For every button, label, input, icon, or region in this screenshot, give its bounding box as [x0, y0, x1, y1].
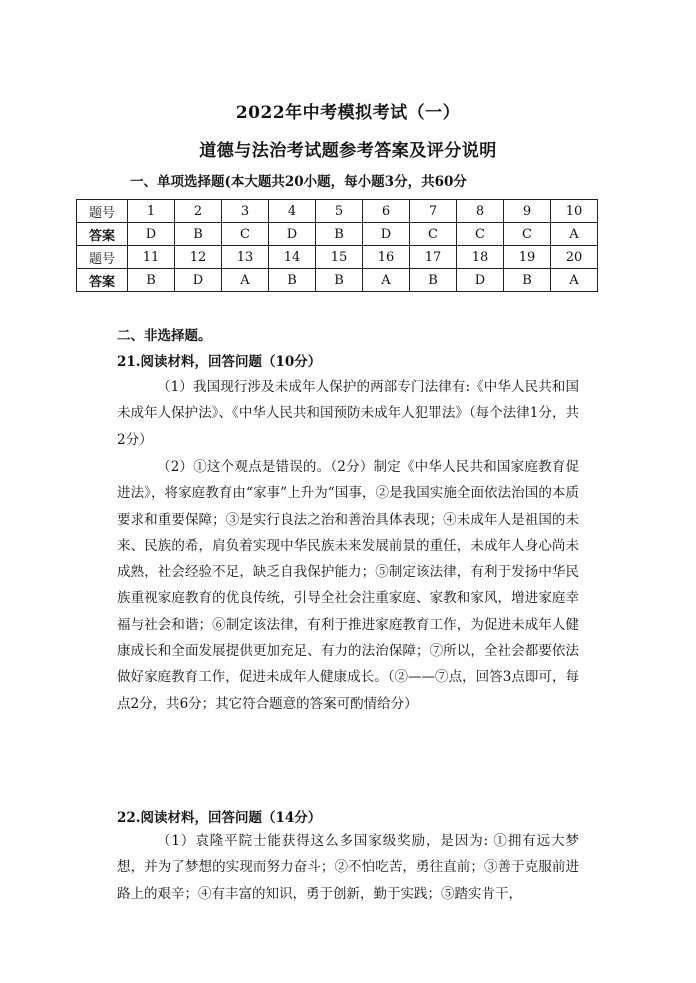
- table-cell: 3: [222, 200, 269, 223]
- table-cell: 10: [551, 200, 598, 223]
- table-cell: 1: [128, 200, 175, 223]
- table-cell: 17: [410, 246, 457, 269]
- table-cell: 9: [504, 200, 551, 223]
- table-cell: B: [128, 269, 175, 292]
- table-cell: 4: [269, 200, 316, 223]
- section2-heading: 二、非选择题。: [117, 328, 212, 344]
- table-cell: D: [363, 223, 410, 246]
- table-cell: B: [269, 269, 316, 292]
- question-21-part1: （1）我国现行涉及未成年人保护的两部专门法律有:《中华人民共和国未成年人保护法》、《中华人民共和国预防未成年人犯罪法》（每个法律1分，共2分）: [117, 379, 579, 448]
- table-row-label: 题号: [77, 246, 128, 269]
- table-cell: A: [222, 269, 269, 292]
- table-cell: 16: [363, 246, 410, 269]
- table-row-label: 题号: [77, 200, 128, 223]
- table-cell: 12: [175, 246, 222, 269]
- question-22-heading: 22.阅读材料，回答问题（14分）: [117, 810, 322, 826]
- answer-row: [77, 269, 598, 292]
- table-cell: A: [551, 269, 598, 292]
- question-22-part1: （1）袁隆平院士能获得这么多国家级奖励，是因为: ①拥有远大梦想，并为了梦想的实现而努力奋斗；②不怕吃苦，勇往直前；③善于克服前进路上的艰辛；④有丰富的知识，勇于创新，勤于实践；⑤踏实肯干，: [117, 833, 579, 902]
- table-cell: B: [175, 223, 222, 246]
- table-cell: C: [410, 223, 457, 246]
- answer-table: [76, 199, 598, 292]
- table-cell: 13: [222, 246, 269, 269]
- table-cell: A: [551, 223, 598, 246]
- question-21-part2: （2）①这个观点是错误的。（2分）制定《中华人民共和国家庭教育促进法》，将家庭教育由“家事”上升为“国事，②是我国实施全面依法治国的本质要求和重要保障；③是实行良法之治和善治具体表现；④未成年人是祖国的未来、民族的希，肩负着实现中华民族未来发展前景的重任，未成年人身心尚未成熟，社会经验不足，缺乏自我保护能力；⑤制定该法律，有利于发扬中华民族重视家庭教育的优良传统，引导全社会注重家庭、家教和家风，增进家庭幸福与社会和谐；⑥制定该法律，有利于推进家庭教育工作，为促进未成年人健康成长和全面发展提供更加充足、有力的法治保障；⑦所以，全社会都要依法做好家庭教育工作，促进未成年人健康成长。（②——⑦点，回答3点即可，每点2分，共6分；其它符合题意的答案可酌情给分）: [117, 459, 579, 712]
- table-cell: D: [457, 269, 504, 292]
- table-cell: B: [504, 269, 551, 292]
- section1-heading: 一、单项选择题(本大题共20小题，每小题3分，共60分: [130, 174, 467, 190]
- table-cell: 7: [410, 200, 457, 223]
- table-cell: 11: [128, 246, 175, 269]
- table-cell: 14: [269, 246, 316, 269]
- table-cell: A: [363, 269, 410, 292]
- table-cell: 18: [457, 246, 504, 269]
- table-cell: 8: [457, 200, 504, 223]
- table-cell: 19: [504, 246, 551, 269]
- table-cell: B: [316, 223, 363, 246]
- question-21-heading: 21.阅读材料，回答问题（10分）: [117, 354, 322, 370]
- answer-row: [77, 223, 598, 246]
- document-subtitle: 道德与法治考试题参考答案及评分说明: [199, 141, 497, 161]
- table-cell: C: [504, 223, 551, 246]
- table-cell: D: [175, 269, 222, 292]
- table-cell: 6: [363, 200, 410, 223]
- table-row-label: 答案: [77, 269, 128, 292]
- table-cell: 5: [316, 200, 363, 223]
- table-cell: B: [316, 269, 363, 292]
- question-number-row: [77, 246, 598, 269]
- table-cell: 20: [551, 246, 598, 269]
- table-row-label: 答案: [77, 223, 128, 246]
- table-cell: D: [269, 223, 316, 246]
- table-cell: D: [128, 223, 175, 246]
- table-cell: C: [222, 223, 269, 246]
- table-cell: 15: [316, 246, 363, 269]
- table-cell: 2: [175, 200, 222, 223]
- question-number-row: [77, 200, 598, 223]
- document-title: 2022年中考模拟考试（一）: [235, 103, 461, 123]
- table-cell: C: [457, 223, 504, 246]
- table-cell: B: [410, 269, 457, 292]
